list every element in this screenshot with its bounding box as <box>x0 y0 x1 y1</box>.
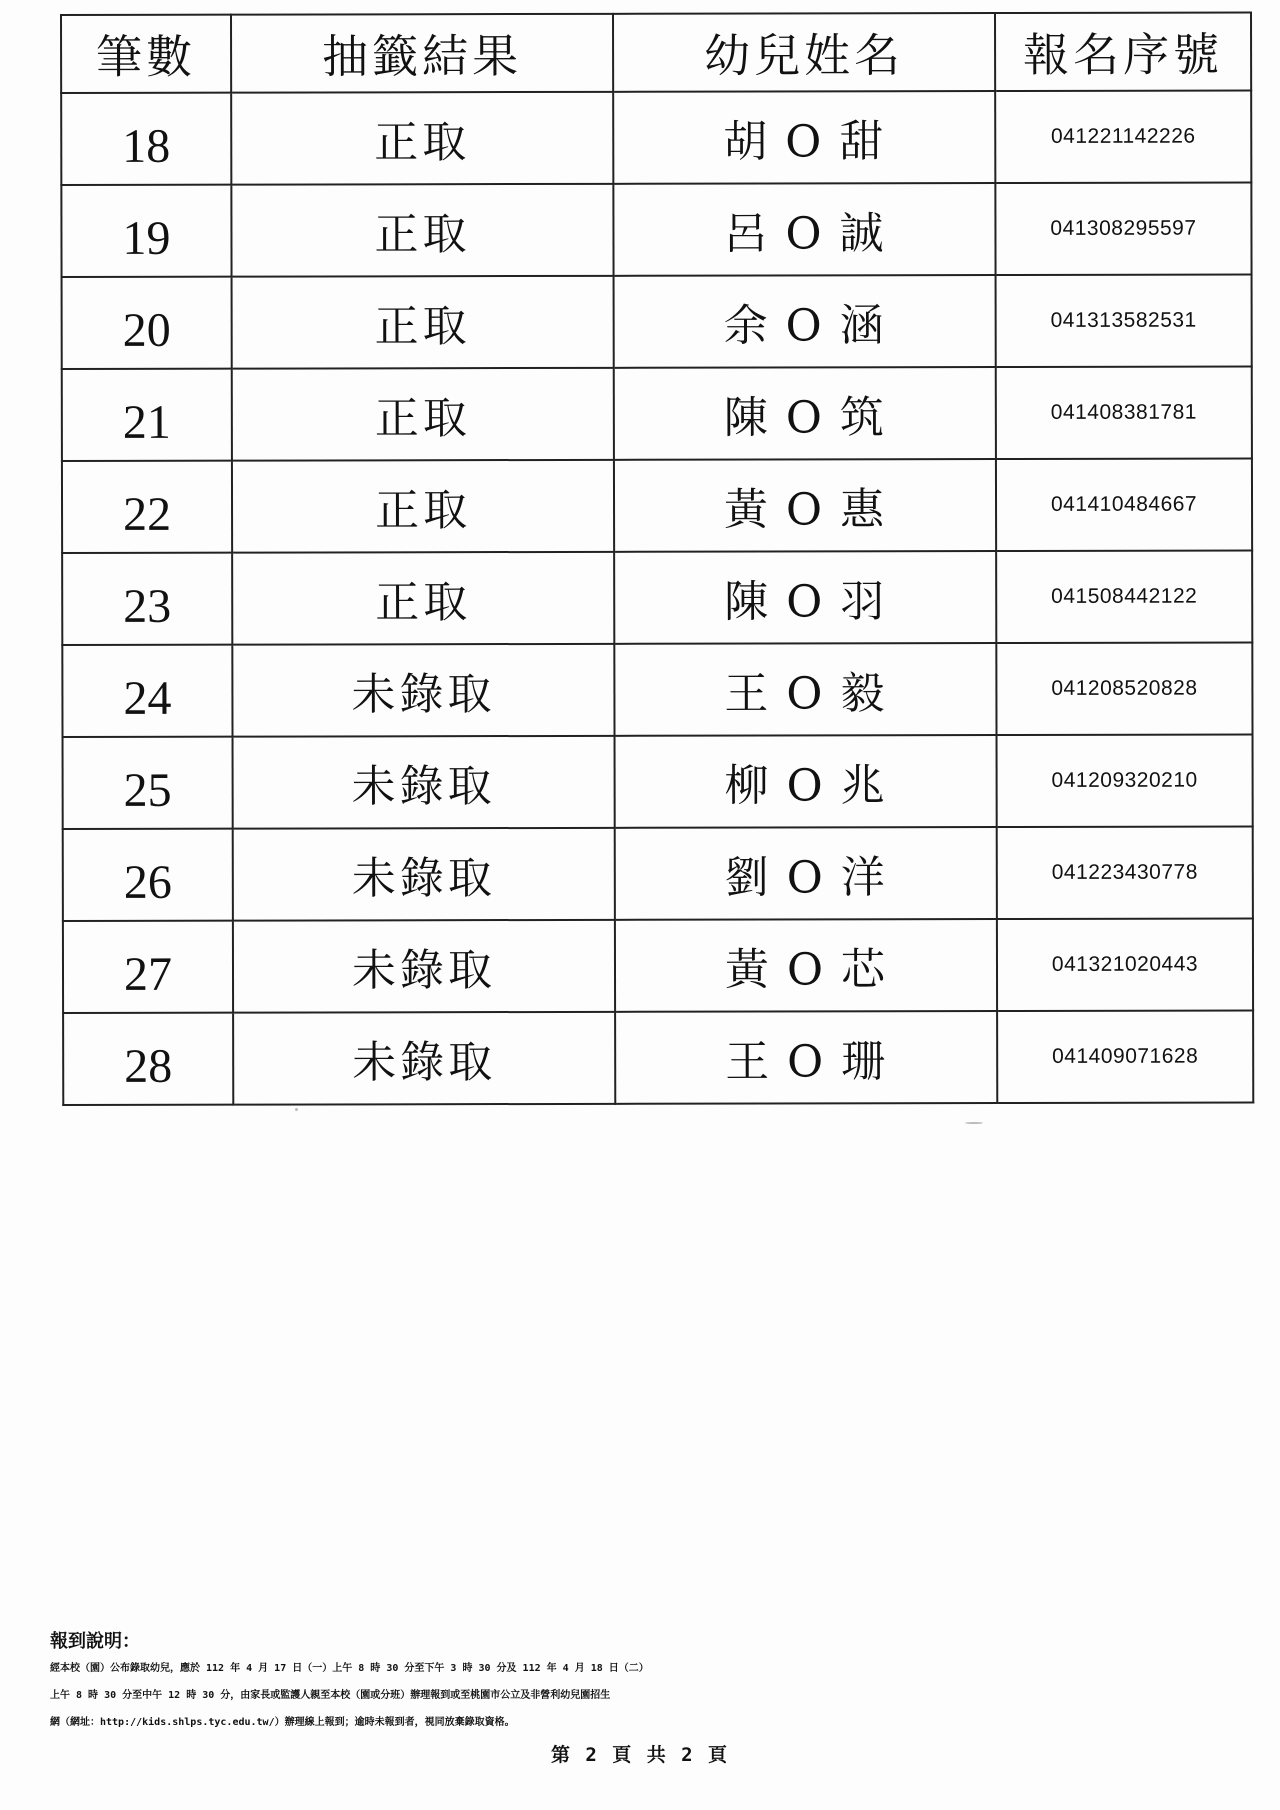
row-number: 27 <box>63 921 233 1013</box>
table-row <box>62 459 1252 553</box>
row-registration-id: 041223430778 <box>997 827 1253 920</box>
row-registration-id: 041308295597 <box>995 183 1251 276</box>
scan-speck <box>965 1122 983 1124</box>
table-row <box>63 1011 1253 1105</box>
row-child-name: 呂 O 誠 <box>613 183 995 276</box>
notes-line-2: 上午 8 時 30 分至中午 12 時 30 分，由家長或監護人親至本校（園或分班）辦理報到或至桃園市公立及非營利幼兒園招生 <box>50 1690 611 1701</box>
table-row <box>62 551 1252 645</box>
table-row <box>61 91 1251 185</box>
row-registration-id: 041208520828 <box>996 643 1252 736</box>
row-result: 未錄取 <box>233 736 615 829</box>
row-child-name: 陳 O 羽 <box>614 551 996 644</box>
row-result: 正取 <box>231 184 613 277</box>
row-registration-id: 041313582531 <box>996 275 1252 368</box>
row-number: 20 <box>62 277 232 369</box>
row-result: 正取 <box>232 368 614 461</box>
row-result: 未錄取 <box>233 920 615 1013</box>
page-number: 第 2 頁 共 2 頁 <box>550 1744 730 1766</box>
row-number: 26 <box>63 829 233 921</box>
table-row <box>63 919 1253 1013</box>
row-child-name: 柳 O 兆 <box>615 735 997 828</box>
table-row <box>62 367 1252 461</box>
row-result: 未錄取 <box>233 1012 615 1105</box>
row-child-name: 胡 O 甜 <box>613 91 995 184</box>
row-number: 22 <box>62 461 232 553</box>
registration-notes <box>50 1628 1250 1736</box>
row-result: 正取 <box>232 276 614 369</box>
row-registration-id: 041321020443 <box>997 919 1253 1012</box>
lottery-results-table <box>60 12 1254 1106</box>
notes-line-1: 經本校（園）公布錄取幼兒，應於 112 年 4 月 17 日（一）上午 8 時 30 分至下午 3 時 30 分及 112 年 4 月 18 日（二） <box>50 1663 649 1674</box>
row-child-name: 王 O 珊 <box>615 1011 997 1104</box>
row-result: 未錄取 <box>233 828 615 921</box>
notes-line-3: 網（網址：http://kids.shlps.tyc.edu.tw/）辦理線上報到；逾時未報到者，視同放棄錄取資格。 <box>50 1717 515 1728</box>
row-registration-id: 041508442122 <box>996 551 1252 644</box>
row-registration-id: 041209320210 <box>997 735 1253 828</box>
header-no: 筆數 <box>61 15 231 93</box>
row-child-name: 劉 O 洋 <box>615 827 997 920</box>
row-child-name: 黃 O 芯 <box>615 919 997 1012</box>
row-number: 19 <box>61 185 231 277</box>
row-result: 未錄取 <box>232 644 614 737</box>
table-row <box>63 827 1253 921</box>
row-number: 21 <box>62 369 232 461</box>
table-row <box>62 643 1252 737</box>
row-number: 18 <box>61 93 231 185</box>
row-result: 正取 <box>232 552 614 645</box>
row-child-name: 王 O 毅 <box>614 643 996 736</box>
row-number: 23 <box>62 553 232 645</box>
row-registration-id: 041221142226 <box>995 91 1251 184</box>
row-registration-id: 041409071628 <box>997 1011 1253 1104</box>
header-result: 抽籤結果 <box>231 14 613 93</box>
row-child-name: 黃 O 惠 <box>614 459 996 552</box>
row-number: 28 <box>63 1013 233 1105</box>
row-registration-id: 041410484667 <box>996 459 1252 552</box>
table-row <box>62 275 1252 369</box>
row-child-name: 余 O 涵 <box>614 275 996 368</box>
table-header-row <box>61 13 1251 93</box>
header-registration-id: 報名序號 <box>995 13 1251 92</box>
row-number: 25 <box>63 737 233 829</box>
table-row <box>61 183 1251 277</box>
header-name: 幼兒姓名 <box>613 13 995 92</box>
row-result: 正取 <box>232 460 614 553</box>
row-result: 正取 <box>231 92 613 185</box>
row-child-name: 陳 O 筑 <box>614 367 996 460</box>
scan-speck <box>295 1108 298 1111</box>
row-registration-id: 041408381781 <box>996 367 1252 460</box>
table-row <box>63 735 1253 829</box>
notes-heading: 報到說明： <box>50 1631 140 1652</box>
row-number: 24 <box>62 645 232 737</box>
